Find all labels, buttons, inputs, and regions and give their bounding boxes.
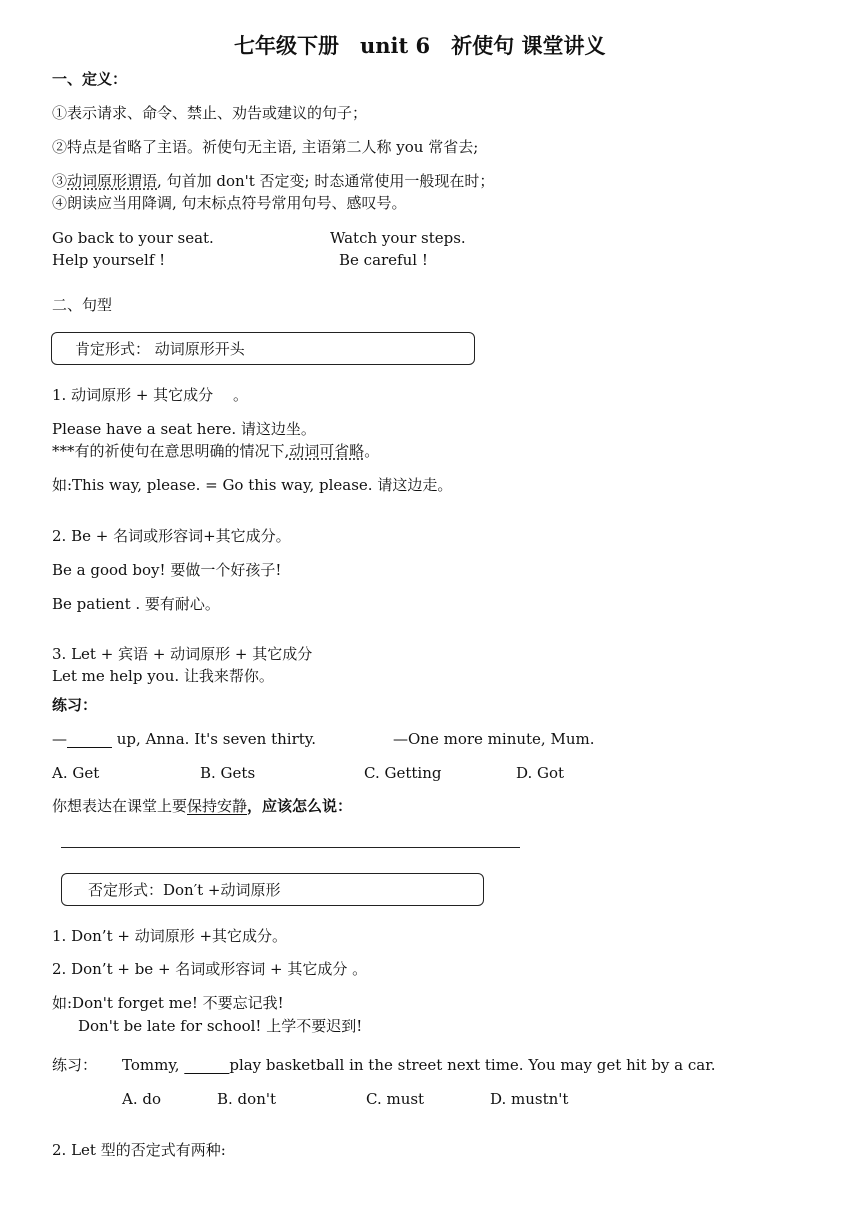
q2-post: ，应该怎么说：: [247, 797, 353, 815]
negative-pattern-1: 1. Don’t + 动词原形 +其它成分。: [52, 927, 288, 945]
question-1-reply: —One more minute, Mum.: [393, 730, 595, 748]
example-good-boy: Be a good boy! 要做一个好孩子!: [52, 561, 282, 579]
example-be-patient: Be patient . 要有耐心。: [52, 595, 220, 613]
q1-option-a: A. Get: [52, 764, 100, 782]
question-3: [122, 1056, 716, 1074]
q2-underlined: 保持安静: [187, 797, 248, 815]
q3-option-b: B. don't: [217, 1090, 277, 1108]
example-let-me-help: Let me help you. 让我来帮你。: [52, 667, 274, 685]
q1-option-b: B. Gets: [200, 764, 256, 782]
example-help-yourself: Help yourself !: [52, 251, 166, 269]
q3-option-c: C. must: [366, 1090, 425, 1108]
example-be-careful: Be careful !: [339, 251, 428, 269]
omission-note: [52, 442, 379, 460]
affirmative-form-label: 肯定形式： 动词原形开头: [75, 340, 245, 358]
example-have-seat: Please have a seat here. 请这边坐。: [52, 420, 316, 438]
point-3-mark: ③: [52, 172, 68, 190]
example-dont-be-late: Don't be late for school! 上学不要迟到!: [78, 1017, 363, 1035]
q1-dash: —: [52, 730, 67, 748]
pattern-1: 1. 动词原形 + 其它成分 。: [52, 386, 248, 404]
note-dotted: 动词可省略: [289, 442, 365, 460]
q1-text: up, Anna. It's seven thirty.: [112, 730, 317, 748]
definition-point-4: ④朗读应当用降调, 句末标点符号常用句号、感叹号。: [52, 194, 407, 212]
section-patterns-heading: 二、句型: [52, 296, 113, 314]
definition-point-1: ①表示请求、命令、禁止、劝告或建议的句子；: [52, 104, 368, 122]
page-title: 七年级下册 unit 6 祈使句 课堂讲义: [234, 33, 606, 58]
point-3-underlined: 动词原形谓语: [67, 172, 158, 190]
negative-pattern-2: 2. Don’t + be + 名词或形容词 + 其它成分 。: [52, 960, 368, 978]
negative-form-label: 否定形式：Don′t +动词原形: [88, 881, 281, 899]
definition-point-3: [52, 172, 494, 190]
pattern-2: 2. Be + 名词或形容词+其它成分。: [52, 527, 291, 545]
section-definition-heading: 一、定义：: [52, 70, 128, 88]
question-1: [52, 730, 316, 748]
q3-pre: Tommy,: [122, 1056, 185, 1074]
let-negative-heading: 2. Let 型的否定式有两种:: [52, 1141, 226, 1159]
question-2: [52, 797, 352, 815]
note-post: 。: [364, 442, 380, 460]
answer-line[interactable]: [61, 847, 520, 848]
q1-blank[interactable]: ______: [67, 730, 112, 748]
note-pre: ***有的祈使句在意思明确的情况下,: [52, 442, 290, 460]
negative-form-box: [61, 873, 484, 906]
q1-option-c: C. Getting: [364, 764, 442, 782]
practice-2-label: 练习：: [52, 1056, 98, 1074]
definition-point-2: ②特点是省略了主语。祈使句无主语, 主语第二人称 you 常省去;: [52, 138, 479, 156]
example-go-back: Go back to your seat.: [52, 229, 214, 247]
q1-option-d: D. Got: [516, 764, 565, 782]
example-this-way: 如:This way, please. = Go this way, please. 请这边走。: [52, 476, 453, 494]
q3-post: play basketball in the street next time. You may get hit by a car.: [229, 1056, 716, 1074]
q3-option-d: D. mustn't: [490, 1090, 569, 1108]
example-watch-steps: Watch your steps.: [330, 229, 466, 247]
affirmative-form-box: [51, 332, 475, 365]
point-3-rest: , 句首加 don't 否定变; 时态通常使用一般现在时；: [157, 172, 495, 190]
q2-pre: 你想表达在课堂上要: [52, 797, 188, 815]
practice-label: 练习：: [52, 696, 98, 714]
pattern-3: 3. Let + 宾语 + 动词原形 + 其它成分: [52, 645, 313, 663]
example-dont-forget: 如:Don't forget me! 不要忘记我!: [52, 994, 284, 1012]
q3-option-a: A. do: [122, 1090, 162, 1108]
q3-blank[interactable]: ______: [184, 1056, 230, 1074]
